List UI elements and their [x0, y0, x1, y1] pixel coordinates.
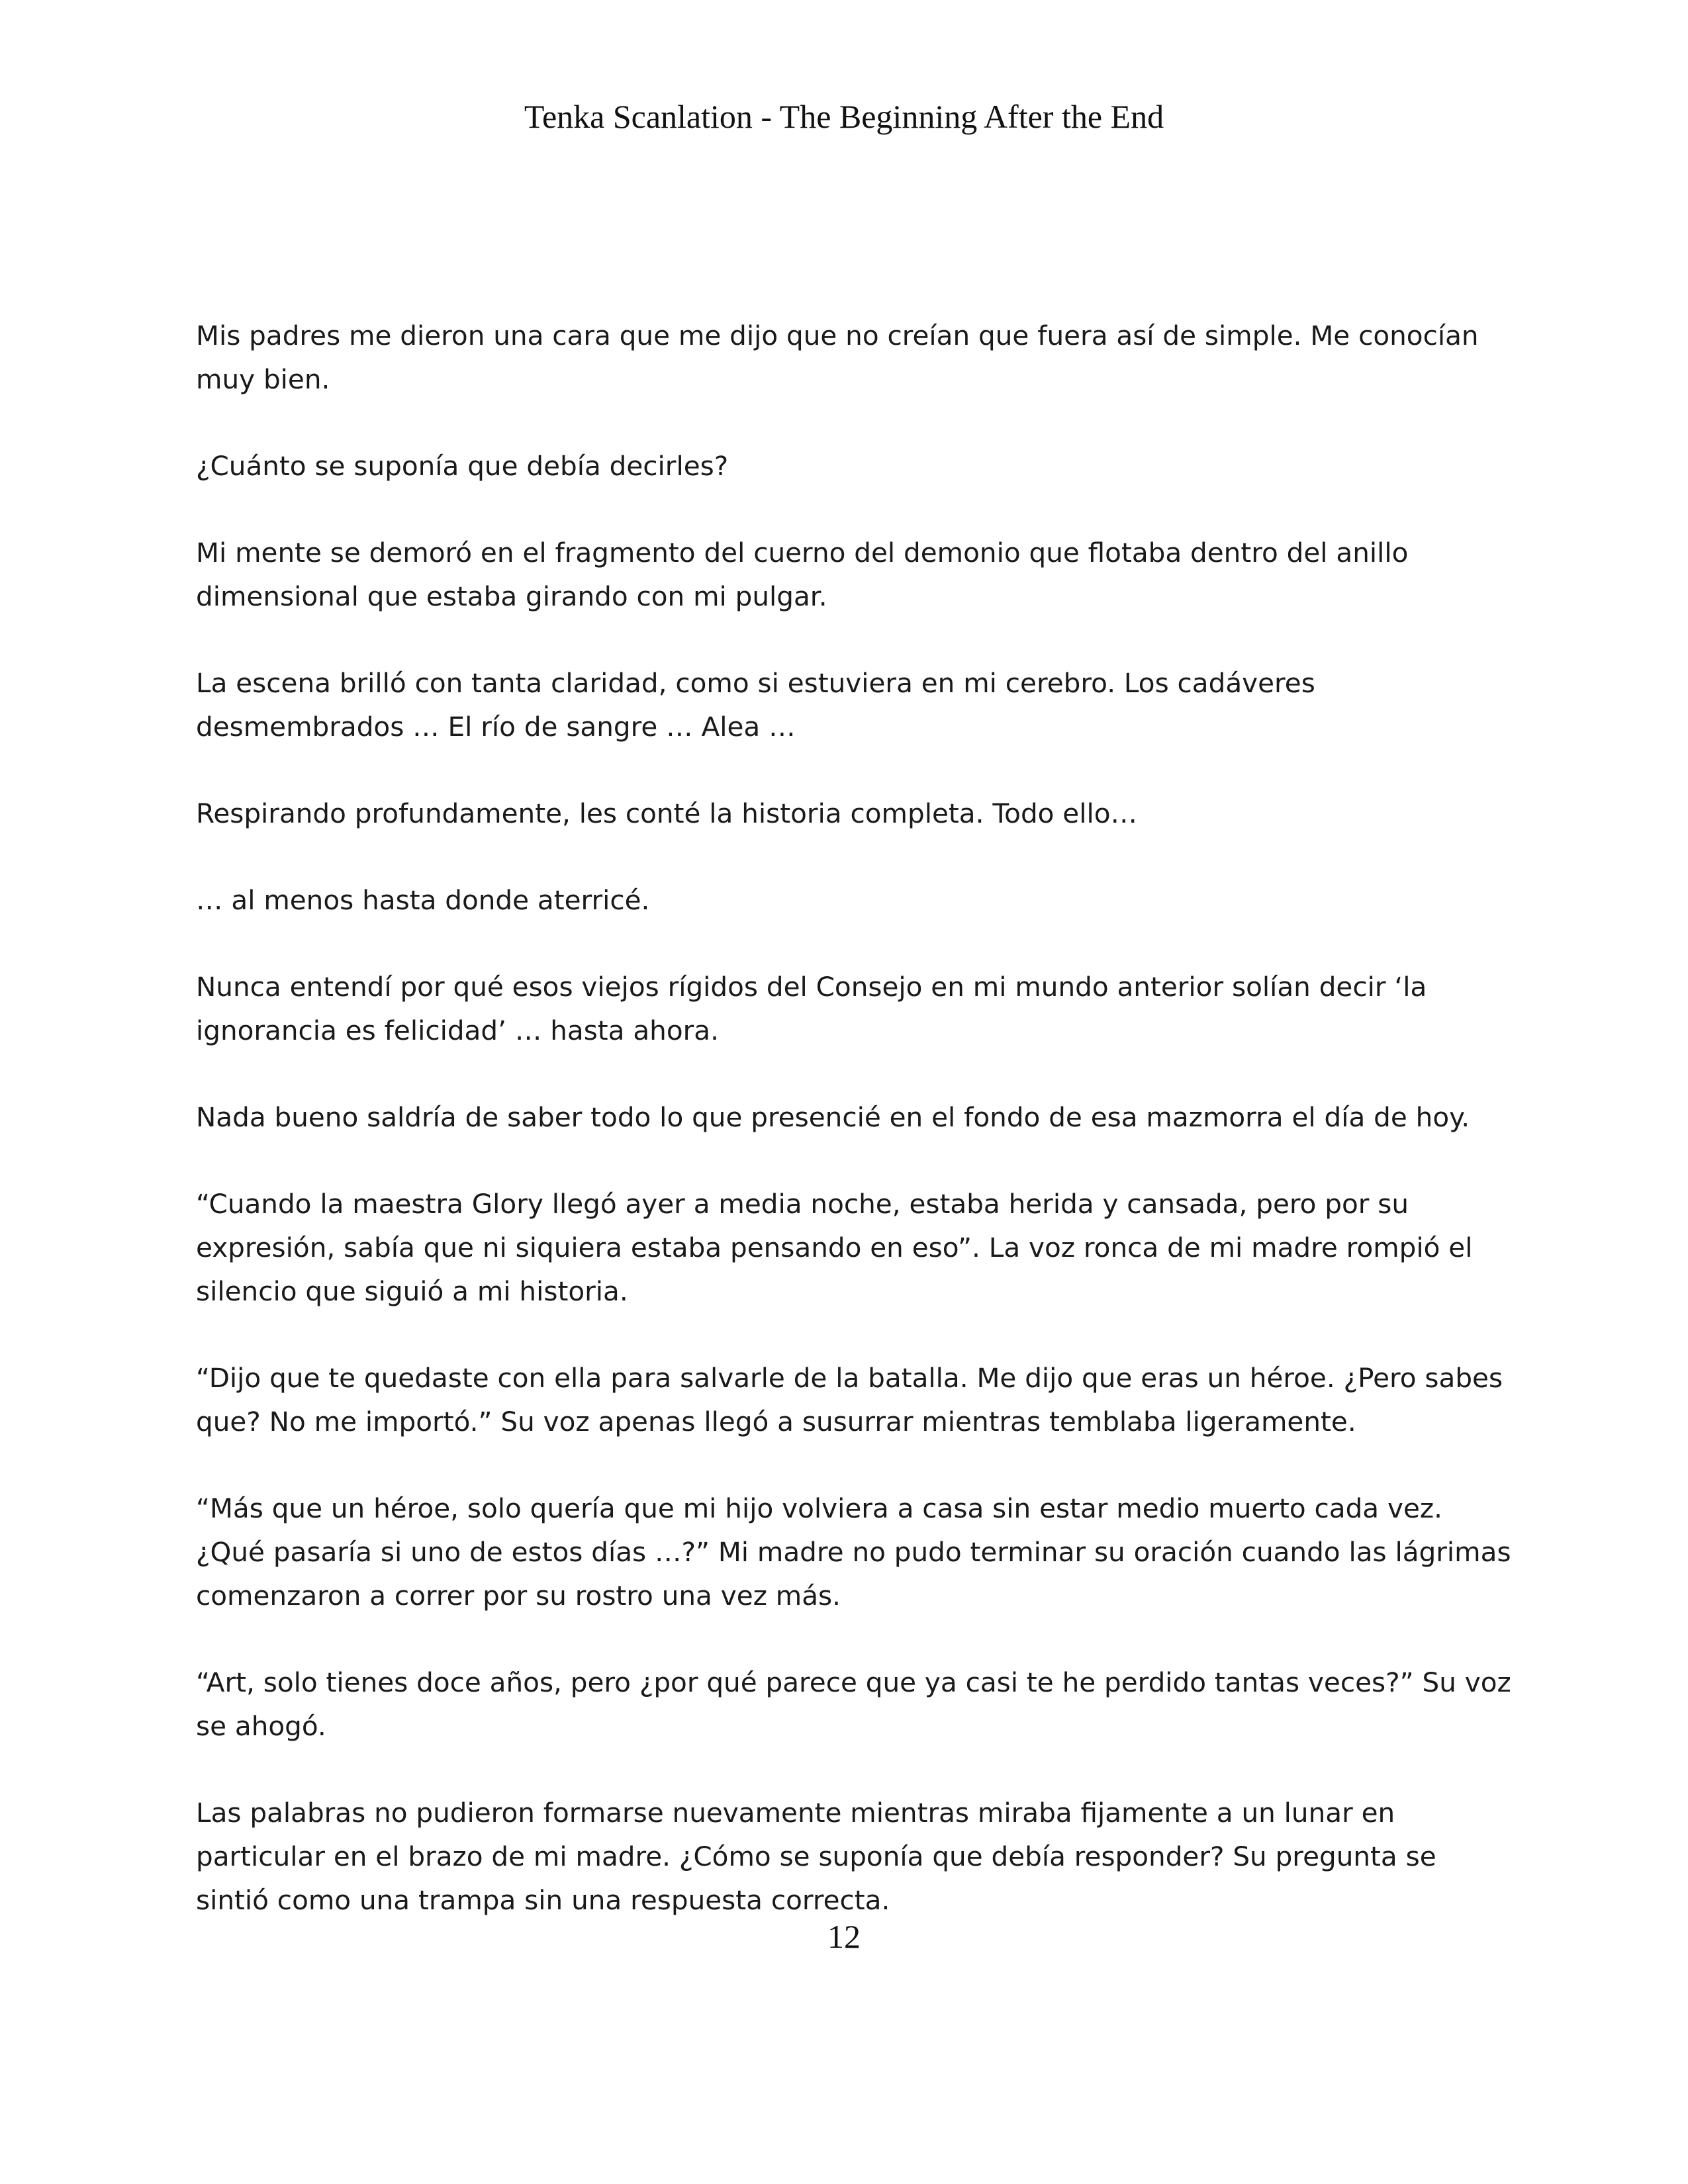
paragraph: Nada bueno saldría de saber todo lo que presencié en el fondo de esa mazmorra el día de hoy. [196, 1101, 1470, 1133]
paragraph: Respirando profundamente, les conté la historia completa. Todo ello… [196, 797, 1138, 829]
paragraph: La escena brilló con tanta claridad, como si estuviera en mi cerebro. Los cadáveres desmembrados … El río de sangre … Alea … [196, 667, 1315, 743]
paragraph: Nunca entendí por qué esos viejos rígidos del Consejo en mi mundo anterior solían decir ‘la ignorancia es felicidad’ … hasta ahora. [196, 971, 1427, 1046]
paragraph: “Art, solo tienes doce años, pero ¿por qué parece que ya casi te he perdido tantas veces?” Su voz se ahogó. [196, 1666, 1511, 1742]
paragraph: ¿Cuánto se suponía que debía decirles? [196, 450, 729, 482]
paragraph: Mis padres me dieron una cara que me dijo que no creían que fuera así de simple. Me conocían muy bien. [196, 320, 1479, 395]
paragraph: Mi mente se demoró en el fragmento del cuerno del demonio que flotaba dentro del anillo dimensional que estaba girando con mi pulgar. [196, 537, 1409, 612]
paragraph: “Más que un héroe, solo quería que mi hijo volviera a casa sin estar medio muerto cada vez. ¿Qué pasaría si uno de estos días …?” Mi madre no pudo terminar su oración cuando las lágrimas comenzaron a correr por su rostro una vez más. [196, 1492, 1511, 1612]
paragraph: “Dijo que te quedaste con ella para salvarle de la batalla. Me dijo que eras un héroe. ¿Pero sabes que? No me importó.” Su voz apenas llegó a susurrar mientras temblaba ligeramente. [196, 1362, 1503, 1437]
page-header-title: Tenka Scanlation - The Beginning After the End [524, 98, 1164, 135]
paragraph: Las palabras no pudieron formarse nuevamente mientras miraba fijamente a un lunar en particular en el brazo de mi madre. ¿Cómo se suponía que debía responder? Su pregunta se sintió como una trampa sin una respuesta correcta. [196, 1797, 1436, 1916]
body-text [196, 314, 1513, 1922]
paragraph: “Cuando la maestra Glory llegó ayer a media noche, estaba herida y cansada, pero por su expresión, sabía que ni siquiera estaba pensando en eso”. La voz ronca de mi madre rompió el silencio que siguió a mi historia. [196, 1188, 1473, 1307]
page-number: 12 [827, 1918, 861, 1955]
paragraph: … al menos hasta donde aterricé. [196, 884, 650, 916]
